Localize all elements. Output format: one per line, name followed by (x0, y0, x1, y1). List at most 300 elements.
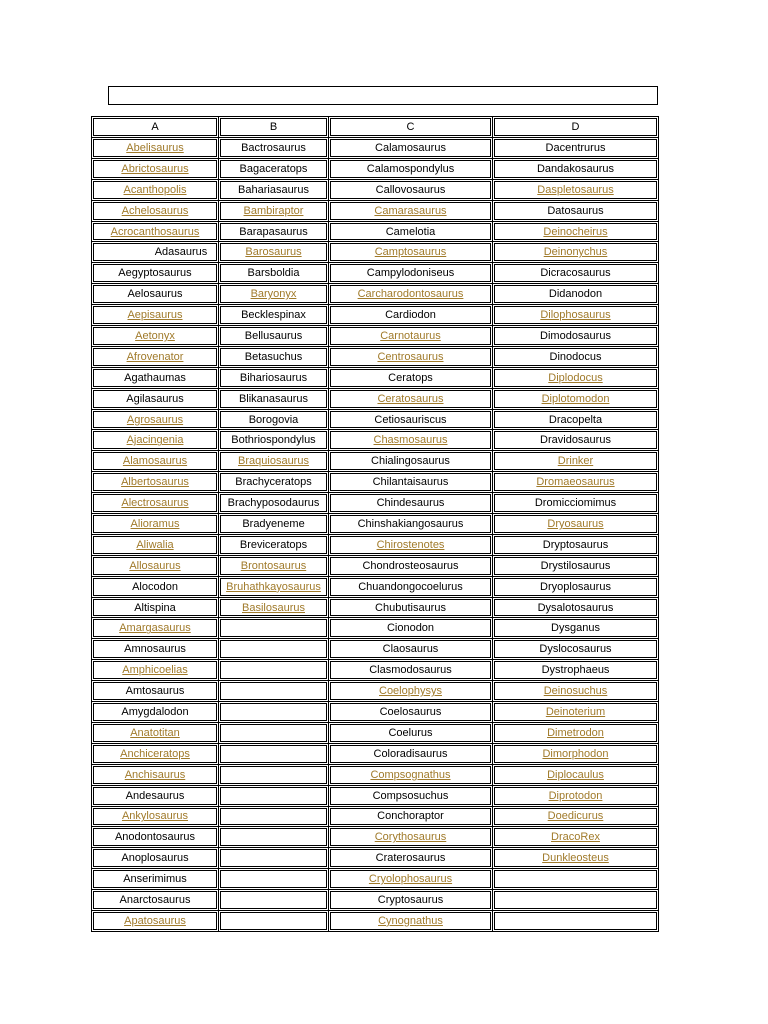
dinosaur-name: Bothriospondylus (231, 434, 316, 447)
dinosaur-name: Drystilosaurus (540, 559, 611, 572)
dinosaur-link[interactable]: Alioramus (130, 517, 180, 530)
table-cell-a (92, 807, 219, 828)
table-cell-d (493, 514, 659, 535)
table-row (92, 577, 659, 598)
dinosaur-name: Ceratops (388, 371, 433, 384)
dinosaur-name: Chondrosteosaurus (362, 559, 459, 572)
table-cell-d (493, 284, 659, 305)
dinosaur-link[interactable]: Diplocaulus (547, 768, 604, 781)
dinosaur-link[interactable]: Abrictosaurus (121, 162, 189, 175)
dinosaur-name: Cionodon (386, 622, 435, 635)
table-cell-b (219, 765, 329, 786)
table-cell-a (92, 598, 219, 619)
table-body (92, 138, 659, 932)
dinosaur-link[interactable]: Bambiraptor (243, 204, 304, 217)
dinosaur-link[interactable]: Diprotodon (548, 789, 603, 802)
table-row (92, 389, 659, 410)
dinosaur-name: Coelurus (388, 726, 433, 739)
dinosaur-link[interactable]: Baryonyx (250, 288, 297, 301)
dinosaur-name: Dravidosaurus (540, 434, 611, 447)
dinosaur-link[interactable]: Barosaurus (245, 246, 302, 259)
table-cell-a (92, 514, 219, 535)
table-row (92, 765, 659, 786)
table-cell-c (329, 786, 493, 807)
title-box (108, 86, 658, 105)
table-cell-d (493, 577, 659, 598)
table-row (92, 201, 659, 222)
column-header-a: A (92, 117, 219, 138)
table-cell-d (493, 618, 659, 639)
table-cell-b (219, 389, 329, 410)
table-cell-d (493, 159, 659, 180)
dinosaur-link[interactable]: Doedicurus (547, 810, 604, 823)
table-cell-d (493, 180, 659, 201)
table-cell-c (329, 535, 493, 556)
dinosaur-name: Coloradisaurus (373, 747, 448, 760)
table-cell-d (493, 723, 659, 744)
table-cell-c (329, 222, 493, 243)
dinosaur-name: Amygdalodon (121, 705, 189, 718)
table-cell-a (92, 702, 219, 723)
table-cell-a (92, 159, 219, 180)
table-cell-c (329, 389, 493, 410)
dinosaur-link[interactable]: Drinker (557, 455, 594, 468)
table-cell-c (329, 723, 493, 744)
table-row (92, 514, 659, 535)
dinosaur-name: Anarctosaurus (119, 894, 191, 906)
table-cell-b (219, 472, 329, 493)
table-cell-c (329, 347, 493, 368)
table-cell-d (493, 681, 659, 702)
dinosaur-name: Betasuchus (244, 350, 303, 363)
table-cell-b (219, 911, 329, 932)
dinosaur-name: Barapasaurus (239, 225, 308, 238)
dinosaur-link[interactable]: Carcharodontosaurus (357, 288, 464, 301)
table-cell-d (493, 660, 659, 681)
table-row (92, 138, 659, 159)
dinosaur-link[interactable]: Aepisaurus (127, 309, 183, 322)
dinosaur-name: Anodontosaurus (114, 831, 196, 844)
dinosaur-name: Amtosaurus (125, 685, 185, 698)
table-row (92, 493, 659, 514)
table-cell-d (493, 848, 659, 869)
dinosaur-name: Chinshakiangosaurus (357, 517, 464, 530)
table-cell-d (493, 556, 659, 577)
dinosaur-name: Anserimimus (123, 873, 187, 886)
table-row (92, 326, 659, 347)
table-cell-a (92, 744, 219, 765)
table-cell-c (329, 368, 493, 389)
table-cell-c (329, 681, 493, 702)
table-cell-c (329, 430, 493, 451)
dinosaur-link[interactable]: Carnotaurus (380, 329, 441, 342)
table-row (92, 786, 659, 807)
table-row (92, 263, 659, 284)
table-cell-a (92, 848, 219, 869)
table-cell-b (219, 326, 329, 347)
table-cell-d (493, 368, 659, 389)
table-cell-d (493, 451, 659, 472)
dinosaur-name: Dromicciomimus (534, 497, 617, 510)
dinosaur-name: Datosaurus (547, 204, 604, 217)
table-cell-b (219, 263, 329, 284)
dinosaur-name: Altispina (134, 601, 176, 614)
table-cell-c (329, 890, 493, 911)
dinosaur-link[interactable]: Braquiosaurus (238, 455, 309, 468)
table-cell-a (92, 890, 219, 911)
table-cell-d (493, 263, 659, 284)
table-cell-d (493, 535, 659, 556)
dinosaur-link[interactable]: Camarasaurus (374, 204, 447, 217)
table-cell-b (219, 430, 329, 451)
table-cell-a (92, 723, 219, 744)
table-cell-c (329, 138, 493, 159)
dinosaur-link[interactable]: Brontosaurus (240, 559, 307, 572)
table-cell-c (329, 451, 493, 472)
dinosaur-link[interactable]: Ceratosaurus (377, 392, 444, 405)
dinosaur-link[interactable]: Anchisaurus (124, 768, 186, 781)
table-cell-d (493, 702, 659, 723)
dinosaur-link[interactable]: Amphicoelias (122, 664, 188, 677)
dinosaur-link[interactable]: Deinosuchus (543, 685, 608, 698)
table-cell-d (493, 827, 659, 848)
dinosaur-link[interactable]: Deinonychus (543, 246, 608, 259)
dinosaur-name: Dacentrurus (545, 141, 606, 154)
dinosaur-link[interactable]: Albertosaurus (121, 476, 189, 489)
column-header-d: D (493, 117, 659, 138)
table-cell-b (219, 702, 329, 723)
dinosaur-link[interactable]: Alectrosaurus (121, 497, 189, 510)
dinosaur-name: Dracopelta (548, 413, 603, 426)
table-cell-b (219, 786, 329, 807)
dinosaur-link[interactable]: Basilosaurus (242, 601, 305, 614)
dinosaur-name: Callovosaurus (375, 183, 446, 196)
table-cell-a (92, 326, 219, 347)
table-row (92, 451, 659, 472)
dinosaur-link[interactable]: Diplotomodon (541, 392, 610, 405)
table-cell-d (493, 598, 659, 619)
table-cell-b (219, 347, 329, 368)
dinosaur-link[interactable]: Anatotitan (130, 726, 180, 739)
dinosaur-link[interactable]: Anchiceratops (120, 747, 190, 760)
dinosaur-link[interactable]: Aliwalia (136, 538, 174, 551)
table-row (92, 430, 659, 451)
table-cell-c (329, 702, 493, 723)
dinosaur-link[interactable]: Corythosaurus (374, 831, 447, 844)
table-cell-b (219, 618, 329, 639)
dinosaur-name: Chialingosaurus (371, 455, 450, 468)
dinosaur-link[interactable]: Dimorphodon (542, 747, 609, 760)
dinosaur-link[interactable]: Afrovenator (126, 350, 184, 363)
table-cell-a (92, 681, 219, 702)
dinosaur-name: Brachyposodaurus (227, 497, 320, 510)
table-cell-c (329, 284, 493, 305)
dinosaur-name: Adasaurus (154, 246, 208, 259)
table-row (92, 660, 659, 681)
table-cell-b (219, 159, 329, 180)
table-cell-c (329, 765, 493, 786)
dinosaur-link[interactable]: Daspletosaurus (537, 183, 614, 196)
table-cell-d (493, 639, 659, 660)
table-cell-a (92, 786, 219, 807)
dinosaur-link[interactable]: Deinocheirus (543, 225, 608, 238)
table-cell-d (493, 242, 659, 263)
dinosaur-name: Coelosaurus (379, 705, 442, 718)
dinosaur-name: Campylodoniseus (366, 267, 455, 280)
table-cell-b (219, 639, 329, 660)
table-cell-a (92, 827, 219, 848)
dinosaur-name: Calamosaurus (375, 141, 446, 154)
table-cell-d (493, 493, 659, 514)
table-cell-c (329, 598, 493, 619)
table-cell-d (493, 744, 659, 765)
table-row (92, 723, 659, 744)
dinosaur-table (91, 116, 659, 932)
dinosaur-link[interactable]: Cryolophosaurus (368, 873, 453, 886)
table-row (92, 890, 659, 911)
table-cell-a (92, 639, 219, 660)
table-row (92, 472, 659, 493)
table-cell-a (92, 201, 219, 222)
table-cell-c (329, 305, 493, 326)
table-cell-c (329, 514, 493, 535)
dinosaur-link[interactable]: Chasmosaurus (373, 434, 448, 447)
table-cell-a (92, 472, 219, 493)
table-cell-b (219, 180, 329, 201)
dinosaur-name: Bihariosaurus (239, 371, 308, 384)
table-row (92, 911, 659, 932)
dinosaur-link[interactable]: Apatosaurus (124, 914, 186, 927)
table-cell-c (329, 807, 493, 828)
table-cell-d (493, 389, 659, 410)
dinosaur-name: Chubutisaurus (375, 601, 446, 614)
dinosaur-name: Dysganus (551, 622, 600, 635)
table-cell-a (92, 284, 219, 305)
table-cell-b (219, 827, 329, 848)
table-row (92, 180, 659, 201)
dinosaur-link[interactable]: Amargasaurus (119, 622, 191, 635)
dinosaur-link[interactable]: Ankylosaurus (121, 810, 189, 823)
table-cell-a (92, 660, 219, 681)
table-cell-b (219, 451, 329, 472)
dinosaur-link[interactable]: Achelosaurus (121, 204, 189, 217)
table-cell-d (493, 305, 659, 326)
dinosaur-link[interactable]: Dunkleosteus (542, 852, 609, 865)
table-cell-c (329, 159, 493, 180)
table-cell-b (219, 807, 329, 828)
dinosaur-name: Camelotia (385, 225, 436, 238)
dinosaur-name: Conchoraptor (377, 810, 444, 823)
dinosaur-name: Aegyptosaurus (118, 267, 192, 280)
table-cell-b (219, 514, 329, 535)
table-cell-d (493, 786, 659, 807)
dinosaur-link[interactable]: DracoRex (551, 831, 600, 844)
dinosaur-link[interactable]: Camptosaurus (374, 246, 447, 259)
table-cell-c (329, 472, 493, 493)
dinosaur-name: Breviceratops (239, 538, 308, 551)
dinosaur-link[interactable]: Agrosaurus (126, 413, 184, 426)
table-cell-d (493, 765, 659, 786)
table-row (92, 222, 659, 243)
dinosaur-link[interactable]: Acanthopolis (123, 183, 187, 196)
dinosaur-link[interactable]: Acrocanthosaurus (110, 225, 200, 238)
table-cell-c (329, 180, 493, 201)
dinosaur-link[interactable]: Alamosaurus (122, 455, 188, 468)
table-cell-b (219, 890, 329, 911)
table-cell-b (219, 598, 329, 619)
dinosaur-link[interactable]: Diplodocus (548, 371, 603, 384)
table-cell-b (219, 493, 329, 514)
table-cell-b (219, 222, 329, 243)
dinosaur-name: Agathaumas (124, 371, 186, 384)
table-cell-c (329, 827, 493, 848)
table-cell-c (329, 639, 493, 660)
dinosaur-link[interactable]: Coelophysys (379, 685, 442, 698)
table-row (92, 869, 659, 890)
table-cell-a (92, 556, 219, 577)
table-row (92, 848, 659, 869)
dinosaur-link[interactable]: Allosaurus (129, 559, 181, 572)
table-cell-c (329, 618, 493, 639)
dinosaur-name: Dryoplosaurus (540, 580, 611, 593)
dinosaur-link[interactable]: Dilophosaurus (540, 309, 611, 322)
table-row (92, 347, 659, 368)
dinosaur-name: Bactrosaurus (241, 141, 306, 154)
dinosaur-name: Amnosaurus (124, 643, 186, 656)
table-cell-b (219, 848, 329, 869)
dinosaur-name: Dysalotosaurus (537, 601, 614, 614)
dinosaur-name: Blikanasaurus (238, 392, 309, 405)
table-cell-a (92, 368, 219, 389)
table-cell-b (219, 138, 329, 159)
table-cell-a (92, 347, 219, 368)
header-row (92, 117, 659, 138)
table-cell-c (329, 869, 493, 890)
table-row (92, 242, 659, 263)
table-cell-b (219, 305, 329, 326)
table-cell-c (329, 660, 493, 681)
table-cell-d (493, 326, 659, 347)
table-cell-b (219, 201, 329, 222)
dinosaur-link[interactable]: Cynognathus (378, 914, 443, 927)
table-cell-d (493, 890, 659, 911)
table-cell-d (493, 222, 659, 243)
table-cell-b (219, 556, 329, 577)
table-cell-c (329, 744, 493, 765)
table-row (92, 807, 659, 828)
table-cell-d (493, 430, 659, 451)
table-cell-a (92, 577, 219, 598)
dinosaur-link[interactable]: Dromaeosaurus (536, 476, 615, 489)
column-header-b: B (219, 117, 329, 138)
table-cell-b (219, 535, 329, 556)
table-cell-a (92, 305, 219, 326)
table-cell-a (92, 222, 219, 243)
dinosaur-name: Dystrophaeus (541, 664, 610, 677)
table-cell-d (493, 138, 659, 159)
dinosaur-link[interactable]: Abelisaurus (126, 141, 184, 154)
table-cell-a (92, 869, 219, 890)
table-row (92, 639, 659, 660)
dinosaur-link[interactable]: Dimetrodon (547, 726, 604, 739)
table-cell-b (219, 723, 329, 744)
dinosaur-name: Cetiosauriscus (374, 413, 447, 426)
dinosaur-name: Bellusaurus (244, 329, 303, 342)
dinosaur-name: Dyslocosaurus (539, 643, 612, 656)
table-cell-a (92, 263, 219, 284)
dinosaur-name: Calamospondylus (366, 162, 455, 175)
table-row (92, 556, 659, 577)
table-cell-d (493, 410, 659, 431)
table-row (92, 305, 659, 326)
table-cell-c (329, 326, 493, 347)
table-cell-b (219, 410, 329, 431)
dinosaur-name: Becklespinax (241, 309, 306, 322)
table-cell-c (329, 410, 493, 431)
dinosaur-link[interactable]: Bruhathkayosaurus (226, 580, 321, 593)
table-cell-d (493, 472, 659, 493)
dinosaur-name: Borogovia (248, 413, 299, 426)
table-cell-a (92, 911, 219, 932)
dinosaur-name: Dryptosaurus (542, 538, 609, 551)
table-cell-a (92, 535, 219, 556)
dinosaur-link[interactable]: Deinoterium (545, 705, 606, 718)
dinosaur-link[interactable]: Chirostenotes (376, 538, 445, 551)
dinosaur-link[interactable]: Centrosaurus (377, 350, 444, 363)
dinosaur-name: Chindesaurus (376, 497, 445, 510)
dinosaur-link[interactable]: Ajacingenia (126, 434, 184, 447)
table-cell-c (329, 242, 493, 263)
table-row (92, 827, 659, 848)
dinosaur-name: Compsosuchus (372, 789, 449, 802)
dinosaur-name: Bahariasaurus (238, 183, 309, 196)
table-cell-c (329, 577, 493, 598)
dinosaur-link[interactable]: Aetonyx (135, 329, 175, 342)
dinosaur-name: Brachyceratops (235, 476, 312, 489)
dinosaur-name: Bradyeneme (242, 517, 305, 530)
dinosaur-name: Barsboldia (247, 267, 300, 280)
dinosaur-name: Bagaceratops (239, 162, 308, 175)
table-cell-a (92, 618, 219, 639)
table-row (92, 410, 659, 431)
table-row (92, 744, 659, 765)
table-row (92, 159, 659, 180)
table-cell-c (329, 263, 493, 284)
dinosaur-name: Dandakosaurus (536, 162, 615, 175)
dinosaur-link[interactable]: Dryosaurus (547, 517, 604, 530)
dinosaur-link[interactable]: Compsognathus (370, 768, 451, 781)
table-cell-a (92, 493, 219, 514)
table-cell-c (329, 848, 493, 869)
dinosaur-name: Dicracosaurus (540, 267, 611, 280)
table-cell-a (92, 138, 219, 159)
dinosaur-name: Cardiodon (385, 309, 436, 322)
table-cell-b (219, 242, 329, 263)
table-cell-a (92, 451, 219, 472)
table-cell-d (493, 347, 659, 368)
table-row (92, 368, 659, 389)
dinosaur-name: Clasmodosaurus (369, 664, 452, 677)
dinosaur-name: Chuandongocoelurus (358, 580, 463, 593)
table-cell-a (92, 430, 219, 451)
table-cell-d (493, 869, 659, 890)
table-cell-b (219, 681, 329, 702)
dinosaur-name: Anoplosaurus (121, 852, 189, 865)
table-row (92, 702, 659, 723)
table-row (92, 535, 659, 556)
table-cell-a (92, 389, 219, 410)
table-row (92, 681, 659, 702)
